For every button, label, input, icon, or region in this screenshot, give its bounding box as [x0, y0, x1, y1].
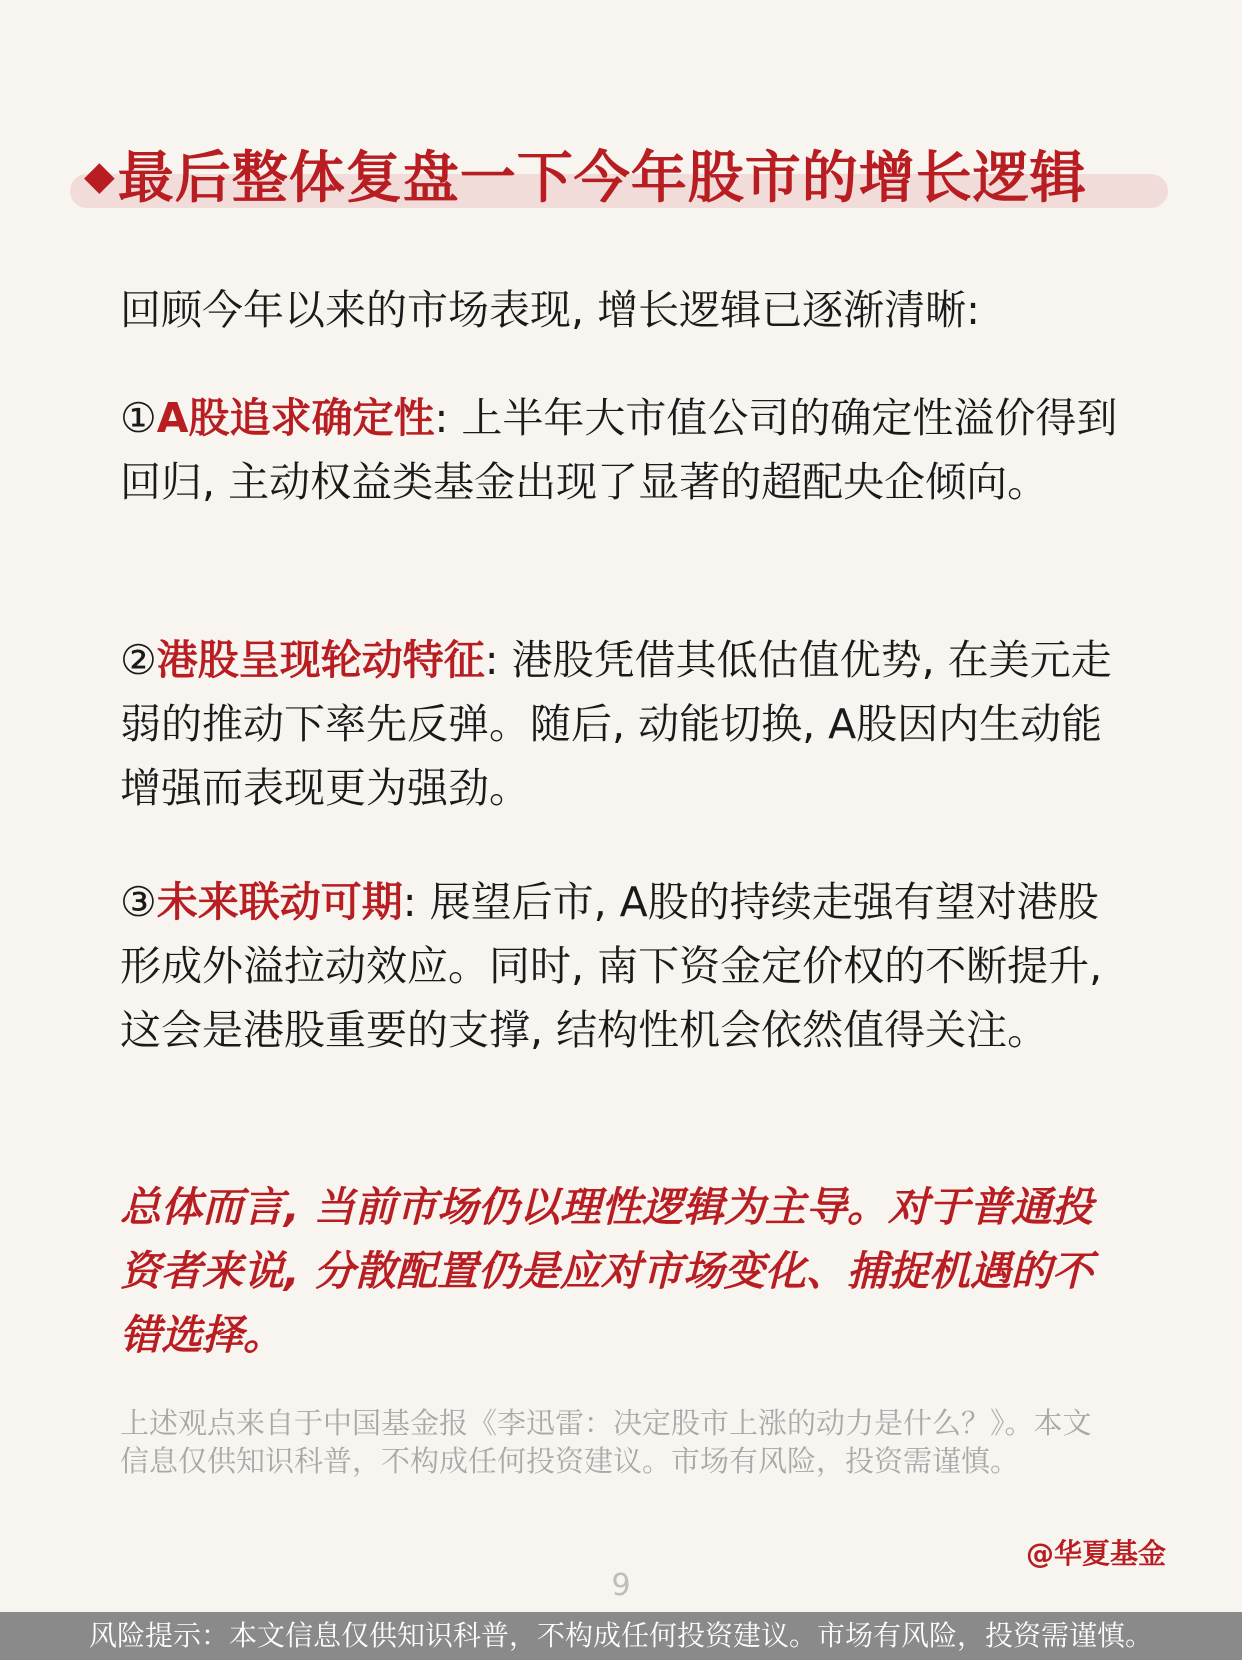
point-body: : 上半年大市值公司的确定性溢价得到回归, 主动权益类基金出现了显著的超配央企倾向。	[120, 394, 1118, 506]
point-body: : 港股凭借其低估值优势, 在美元走弱的推动下率先反弹。随后, 动能切换, A股因内生动能增强而表现更为强劲。	[120, 636, 1112, 812]
heading-title	[84, 134, 1087, 214]
brand-handle: @华夏基金	[1025, 1537, 1166, 1570]
point-number: ③	[120, 878, 157, 926]
point-number: ②	[120, 636, 157, 684]
intro-paragraph: 回顾今年以来的市场表现, 增长逻辑已逐渐清晰:	[120, 286, 980, 334]
heading-title-text: 最后整体复盘一下今年股市的增长逻辑	[117, 146, 1087, 211]
point-2	[120, 628, 1120, 820]
page-number: 9	[611, 1568, 631, 1603]
point-3	[120, 870, 1120, 1062]
point-1	[120, 386, 1120, 514]
point-number: ①	[120, 394, 157, 442]
diamond-icon: ◆	[84, 153, 116, 199]
point-title: 未来联动可期	[156, 878, 403, 926]
risk-notice-bar: 风险提示：本文信息仅供知识科普，不构成任何投资建议。市场有风险，投资需谨慎。	[0, 1612, 1242, 1660]
source-disclaimer: 上述观点来自于中国基金报《李迅雷：决定股市上涨的动力是什么？》。本文信息仅供知识科普，不构成任何投资建议。市场有风险，投资需谨慎。	[120, 1406, 1092, 1478]
conclusion-paragraph: 总体而言, 当前市场仍以理性逻辑为主导。对于普通投资者来说, 分散配置仍是应对市场变化、捕捉机遇的不错选择。	[120, 1183, 1093, 1359]
point-title: 港股呈现轮动特征	[156, 636, 485, 684]
section-heading	[70, 130, 1168, 230]
point-body: : 展望后市, A股的持续走强有望对港股形成外溢拉动效应。同时, 南下资金定价权的不断提升, 这会是港股重要的支撑, 结构性机会依然值得关注。	[120, 878, 1103, 1054]
point-title: A股追求确定性	[156, 394, 435, 442]
